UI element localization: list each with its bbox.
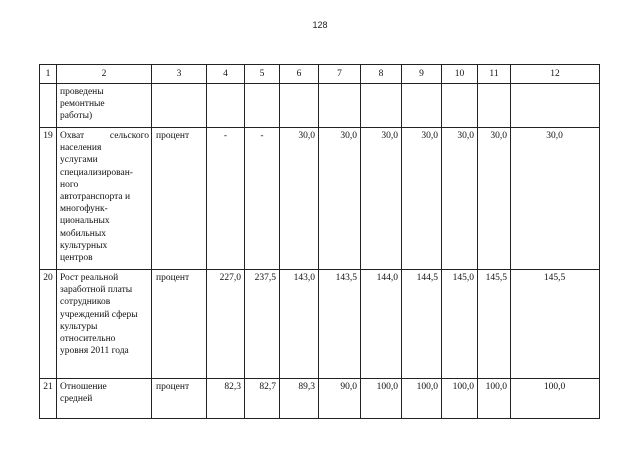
name-line: центров [60, 253, 93, 264]
name-line: культуры [60, 321, 98, 332]
unit-cell [152, 84, 207, 128]
value-cell: 145,0 [442, 270, 478, 379]
name-line: заработной платы [60, 285, 133, 296]
value-cell: 89,3 [280, 379, 319, 419]
name-line: средней [60, 394, 93, 405]
value-cell [511, 84, 600, 128]
header-cell: 2 [57, 65, 152, 84]
header-cell: 6 [280, 65, 319, 84]
unit-cell: процент [152, 128, 207, 270]
name-line: услугами [60, 155, 98, 166]
value-cell: 145,5 [478, 270, 511, 379]
name-line: мобильных [60, 228, 106, 239]
value-cell: - [207, 128, 245, 270]
value-cell: 100,0 [478, 379, 511, 419]
header-cell: 1 [40, 65, 57, 84]
value-cell [478, 84, 511, 128]
name-line: специализирован- [60, 167, 133, 178]
unit-cell: процент [152, 270, 207, 379]
name-line: относительно [60, 334, 116, 345]
value-cell: 144,0 [361, 270, 402, 379]
value-cell [207, 84, 245, 128]
header-cell: 3 [152, 65, 207, 84]
value-cell: 145,5 [511, 270, 600, 379]
header-cell: 8 [361, 65, 402, 84]
value-cell: 144,5 [402, 270, 442, 379]
name-line: уровня 2011 года [60, 346, 129, 357]
indicator-name-cell [57, 84, 152, 128]
unit-cell: процент [152, 379, 207, 419]
value-cell: 237,5 [245, 270, 280, 379]
name-word: Охват [60, 131, 85, 141]
name-line: проведены [60, 87, 104, 97]
value-cell: 227,0 [207, 270, 245, 379]
name-line: работы) [60, 111, 93, 122]
indicator-name-cell [57, 270, 152, 379]
value-cell: 30,0 [402, 128, 442, 270]
value-cell: 100,0 [511, 379, 600, 419]
name-line: Отношение [60, 382, 107, 392]
value-cell: 143,5 [319, 270, 361, 379]
name-word: сельского [109, 131, 149, 141]
value-cell: 30,0 [511, 128, 600, 270]
value-cell [319, 84, 361, 128]
indicators-table [39, 64, 600, 419]
name-line: циональных [60, 216, 110, 227]
header-cell: 10 [442, 65, 478, 84]
name-line: ного [60, 179, 79, 190]
name-line: культурных [60, 240, 108, 251]
value-cell: 100,0 [361, 379, 402, 419]
page-number: 128 [312, 20, 328, 30]
value-cell: 82,3 [207, 379, 245, 419]
name-line: населения [60, 143, 102, 154]
header-cell: 12 [511, 65, 600, 84]
value-cell [280, 84, 319, 128]
table-row [40, 270, 600, 379]
value-cell [402, 84, 442, 128]
value-cell: 30,0 [280, 128, 319, 270]
name-line [60, 130, 149, 142]
name-line: сотрудников [60, 297, 111, 308]
value-cell: 100,0 [402, 379, 442, 419]
value-cell: 100,0 [442, 379, 478, 419]
row-number-cell: 21 [40, 379, 57, 419]
value-cell: 30,0 [442, 128, 478, 270]
value-cell [361, 84, 402, 128]
header-row [40, 65, 600, 84]
name-line: автотранспорта и [60, 192, 131, 203]
value-cell: 90,0 [319, 379, 361, 419]
header-cell: 11 [478, 65, 511, 84]
name-line: Рост реальной [60, 273, 119, 283]
row-number-cell: 20 [40, 270, 57, 379]
row-number-cell: 19 [40, 128, 57, 270]
value-cell: 30,0 [319, 128, 361, 270]
table-row [40, 128, 600, 270]
header-cell: 9 [402, 65, 442, 84]
value-cell: 143,0 [280, 270, 319, 379]
value-cell: 82,7 [245, 379, 280, 419]
name-line: учреждений сферы [60, 309, 138, 320]
name-line: многофунк- [60, 204, 108, 215]
table-row [40, 379, 600, 419]
header-cell: 5 [245, 65, 280, 84]
row-number-cell [40, 84, 57, 128]
value-cell [442, 84, 478, 128]
indicator-name-cell [57, 128, 152, 270]
value-cell: 30,0 [478, 128, 511, 270]
value-cell: 30,0 [361, 128, 402, 270]
value-cell [245, 84, 280, 128]
header-cell: 7 [319, 65, 361, 84]
indicator-name-cell [57, 379, 152, 419]
continuation-row [40, 84, 600, 128]
header-cell: 4 [207, 65, 245, 84]
name-line: ремонтные [60, 99, 105, 110]
value-cell: - [245, 128, 280, 270]
